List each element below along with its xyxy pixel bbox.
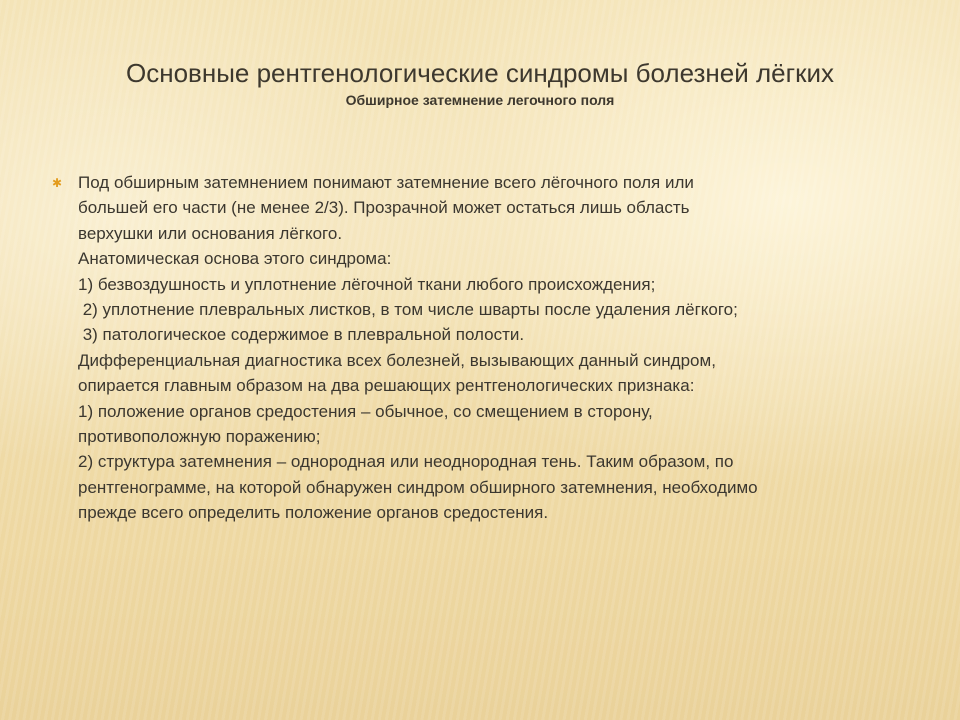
- text-line: Дифференциальная диагностика всех болезней, вызывающих данный синдром,: [78, 350, 716, 370]
- text-line: рентгенограмме, на которой обнаружен синдром обширного затемнения, необходимо: [78, 477, 758, 497]
- bullet-text: [78, 170, 932, 526]
- text-line: 3) патологическое содержимое в плевральной полости.: [78, 325, 525, 345]
- text-line: Анатомическая основа этого синдрома:: [78, 249, 392, 269]
- text-line: верхушки или основания лёгкого.: [78, 223, 343, 243]
- text-line: 1) положение органов средостения – обычное, со смещением в сторону,: [78, 401, 653, 421]
- text-line: противоположную поражению;: [78, 427, 321, 447]
- slide-subtitle: Обширное затемнение легочного поля: [345, 92, 615, 108]
- text-line: 2) структура затемнения – однородная или неоднородная тень. Таким образом, по: [78, 452, 734, 472]
- content-area: [52, 170, 932, 526]
- title-block: [0, 56, 960, 110]
- text-line: 1) безвоздушность и уплотнение лёгочной ткани любого происхождения;: [78, 274, 656, 294]
- sparkle-icon: ✱: [52, 176, 63, 190]
- slide-title: Основные рентгенологические синдромы болезней лёгких: [125, 58, 834, 88]
- text-line: Под обширным затемнением понимают затемнение всего лёгочного поля или: [78, 173, 694, 192]
- text-line: большей его части (не менее 2/3). Прозрачной может остаться лишь область: [78, 198, 690, 218]
- text-line: прежде всего определить положение органов средостения.: [78, 503, 549, 523]
- bullet-item: [52, 170, 932, 526]
- text-line: опирается главным образом на два решающих рентгенологических признака:: [78, 376, 695, 396]
- text-line: 2) уплотнение плевральных листков, в том числе шварты после удаления лёгкого;: [78, 300, 738, 320]
